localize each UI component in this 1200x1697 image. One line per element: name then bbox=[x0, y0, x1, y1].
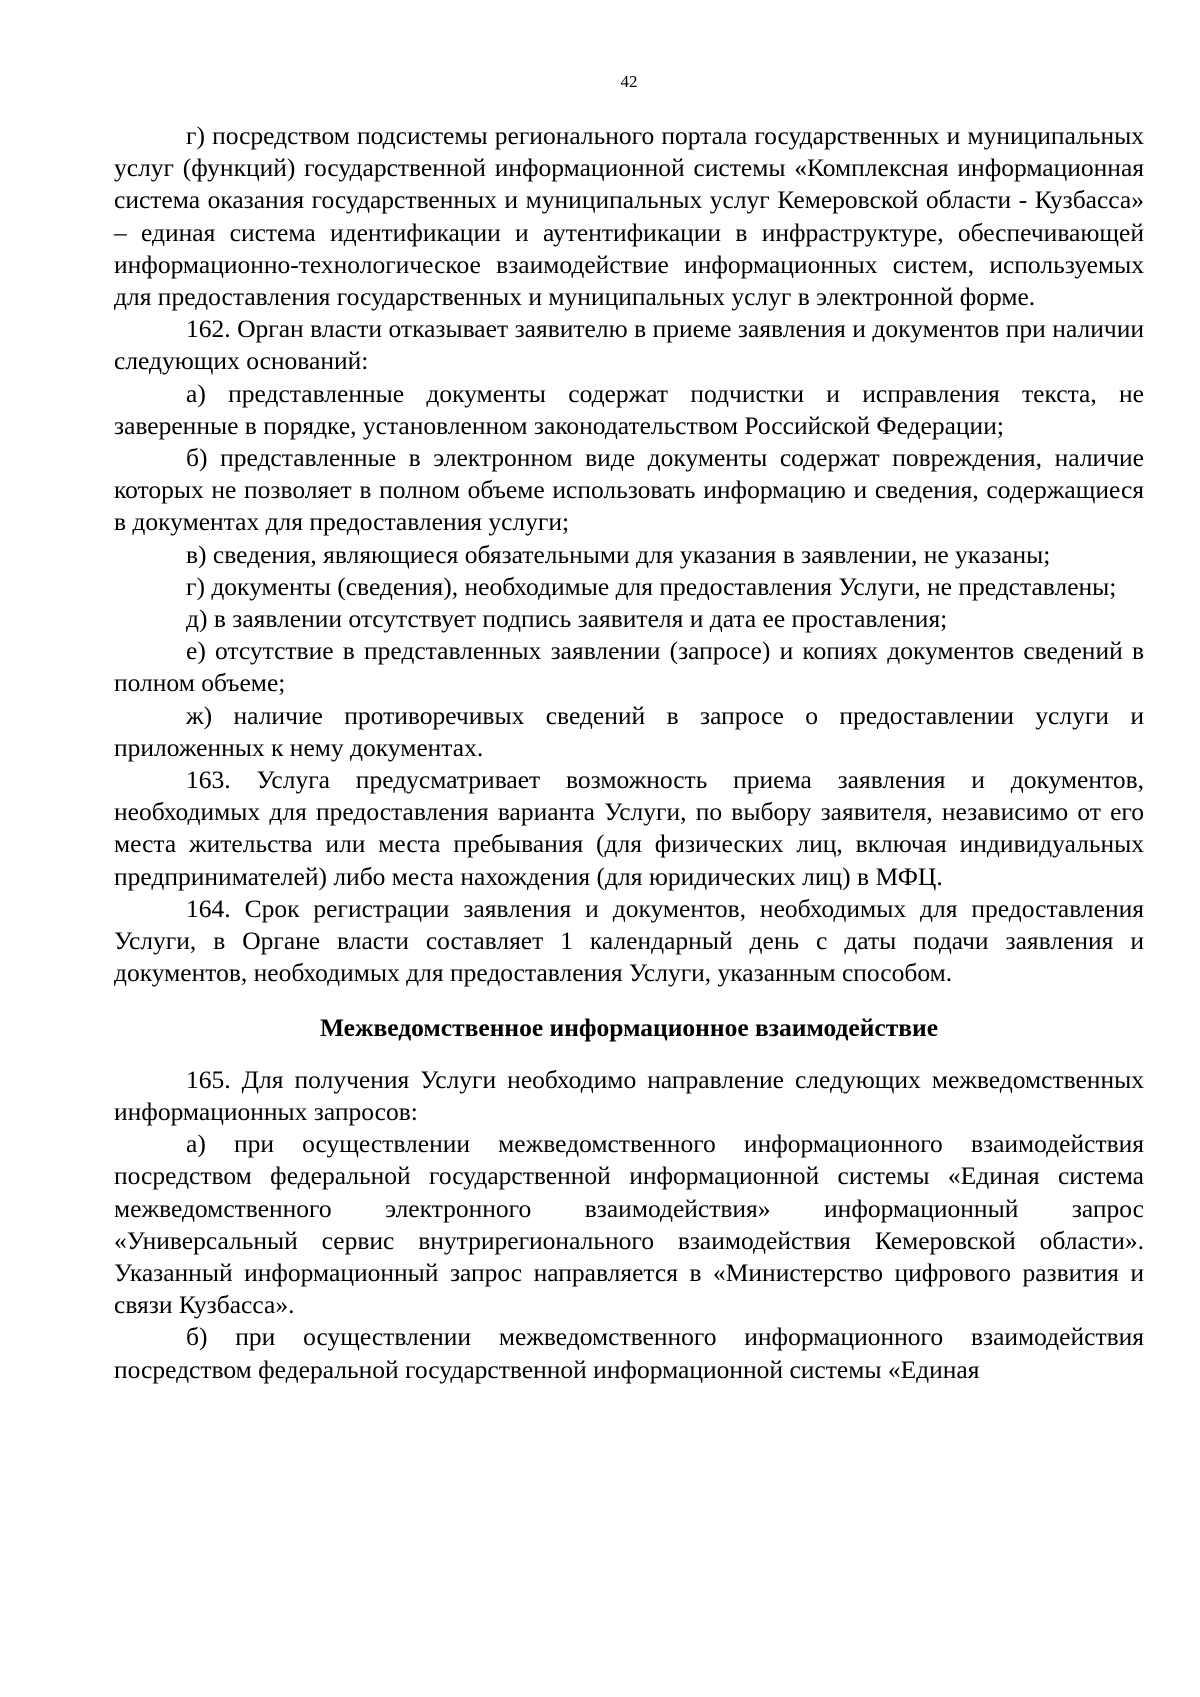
paragraph: б) при осуществлении межведомственного информационного взаимодействия посредством федеральной государственной информационной системы «Единая bbox=[114, 1322, 1144, 1384]
paragraph: д) в заявлении отсутствует подпись заявителя и дата ее проставления; bbox=[186, 604, 948, 634]
paragraph: 163. Услуга предусматривает возможность приема заявления и документов, необходимых для предоставления варианта Услуги, по выбору заявителя, независимо от его места жительства или места пребывания (для физических лиц, включая индивидуальных предпринимателей) либо места нахождения (для юридических лиц) в МФЦ. bbox=[114, 765, 1144, 891]
paragraph: 164. Срок регистрации заявления и документов, необходимых для предоставления Услуги, в Органе власти составляет 1 календарный день с даты подачи заявления и документов, необходимых для предоставления Услуги, указанным способом. bbox=[114, 893, 1144, 988]
paragraph: б) представленные в электронном виде документы содержат повреждения, наличие которых не позволяет в полном объеме использовать информацию и сведения, содержащиеся в документах для предоставления услуги; bbox=[114, 443, 1144, 537]
paragraph: г) документы (сведения), необходимые для предоставления Услуги, не представлены; bbox=[186, 571, 1117, 601]
paragraph: 165. Для получения Услуги необходимо направление следующих межведомственных информационных запросов: bbox=[114, 1064, 1144, 1126]
paragraph: 162. Орган власти отказывает заявителю в приеме заявления и документов при наличии следующих оснований: bbox=[114, 314, 1144, 376]
paragraph: а) при осуществлении межведомственного информационного взаимодействия посредством федеральной государственной информационной системы «Единая система межведомственного электронного взаимодействия» информационный запрос «Универсальный сервис внутрирегионального взаимодействия Кемеровской области». Указанный информационный запрос направляется в «Министерство цифрового развития и связи Кузбасса». bbox=[114, 1129, 1144, 1320]
document-body bbox=[114, 120, 1144, 1386]
section-heading: Межведомственное информационное взаимодействие bbox=[319, 1013, 939, 1043]
page-number: 42 bbox=[620, 72, 638, 91]
paragraph: е) отсутствие в представленных заявлении (запросе) и копиях документов сведений в полном объеме; bbox=[114, 636, 1144, 698]
paragraph: г) посредством подсистемы регионального портала государственных и муниципальных услуг (функций) государственной информационной системы «Комплексная информационная система оказания государственных и муниципальных услуг Кемеровской области - Кузбасса» – единая система идентификации и аутентификации в инфраструктуре, обеспечивающей информационно-технологическое взаимодействие информационных систем, используемых для предоставления государственных и муниципальных услуг в электронной форме. bbox=[114, 121, 1144, 312]
paragraph: а) представленные документы содержат подчистки и исправления текста, не заверенные в порядке, установленном законодательством Российской Федерации; bbox=[114, 378, 1144, 440]
paragraph: в) сведения, являющиеся обязательными для указания в заявлении, не указаны; bbox=[186, 539, 1051, 569]
paragraph: ж) наличие противоречивых сведений в запросе о предоставлении услуги и приложенных к нему документах. bbox=[114, 700, 1144, 762]
